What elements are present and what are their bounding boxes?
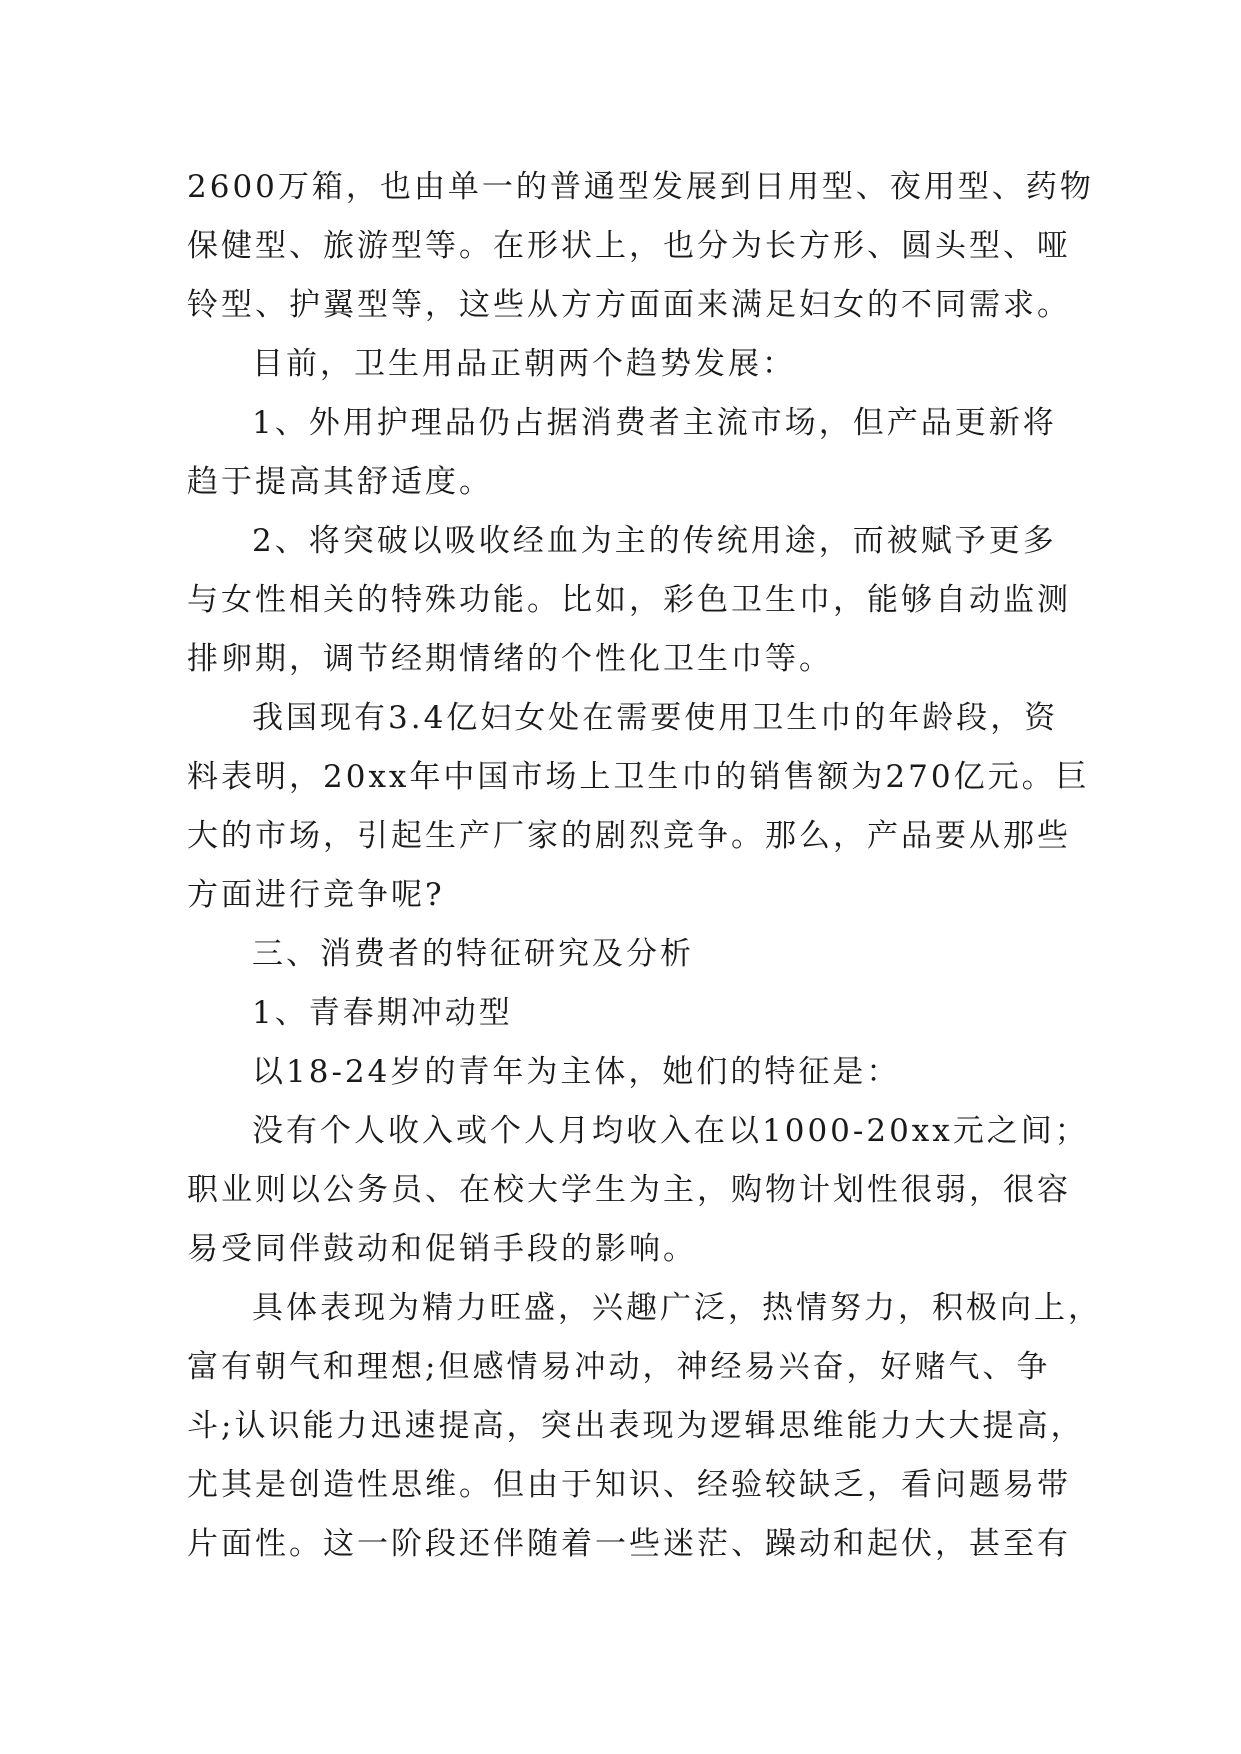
text-line: 2、将突破以吸收经血为主的传统用途，而被赋予更多 — [252, 523, 1057, 559]
text-line: 具体表现为精力旺盛，兴趣广泛，热情努力，积极向上， — [252, 1290, 1102, 1326]
text-line: 趋于提高其舒适度。 — [187, 464, 493, 500]
text-line: 富有朝气和理想;但感情易冲动，神经易兴奋，好赌气、争 — [187, 1349, 1051, 1385]
section-heading: 三、消费者的特征研究及分析 — [252, 936, 694, 972]
text-line: 易受同伴鼓动和促销手段的影响。 — [187, 1231, 697, 1267]
text-line: 职业则以公务员、在校大学生为主，购物计划性很弱，很容 — [187, 1172, 1071, 1208]
text-line: 铃型、护翼型等，这些从方方面面来满足妇女的不同需求。 — [187, 287, 1071, 323]
text-line: 1、外用护理品仍占据消费者主流市场，但产品更新将 — [252, 405, 1057, 441]
text-line: 料表明，20xx年中国市场上卫生巾的销售额为270亿元。巨 — [187, 759, 1090, 795]
text-line: 排卵期，调节经期情绪的个性化卫生巾等。 — [187, 641, 833, 677]
text-line: 方面进行竞争呢? — [187, 877, 445, 913]
text-line: 斗;认识能力迅速提高，突出表现为逻辑思维能力大大提高， — [187, 1408, 1085, 1444]
subsection-heading: 1、青春期冲动型 — [252, 995, 513, 1031]
text-line: 保健型、旅游型等。在形状上，也分为长方形、圆头型、哑 — [187, 228, 1071, 264]
text-line: 没有个人收入或个人月均收入在以1000-20xx元之间； — [252, 1113, 1089, 1149]
text-line: 目前，卫生用品正朝两个趋势发展： — [252, 346, 796, 382]
text-line: 2600万箱，也由单一的普通型发展到日用型、夜用型、药物 — [187, 169, 1094, 205]
document-body — [187, 158, 1102, 1574]
text-line: 尤其是创造性思维。但由于知识、经验较缺乏，看问题易带 — [187, 1467, 1071, 1503]
text-line: 与女性相关的特殊功能。比如，彩色卫生巾，能够自动监测 — [187, 582, 1071, 618]
text-line: 片面性。这一阶段还伴随着一些迷茫、躁动和起伏，甚至有 — [187, 1526, 1071, 1562]
text-line: 我国现有3.4亿妇女处在需要使用卫生巾的年龄段，资 — [252, 700, 1059, 736]
text-line: 大的市场，引起生产厂家的剧烈竞争。那么，产品要从那些 — [187, 818, 1071, 854]
text-line: 以18-24岁的青年为主体，她们的特征是： — [252, 1054, 901, 1090]
